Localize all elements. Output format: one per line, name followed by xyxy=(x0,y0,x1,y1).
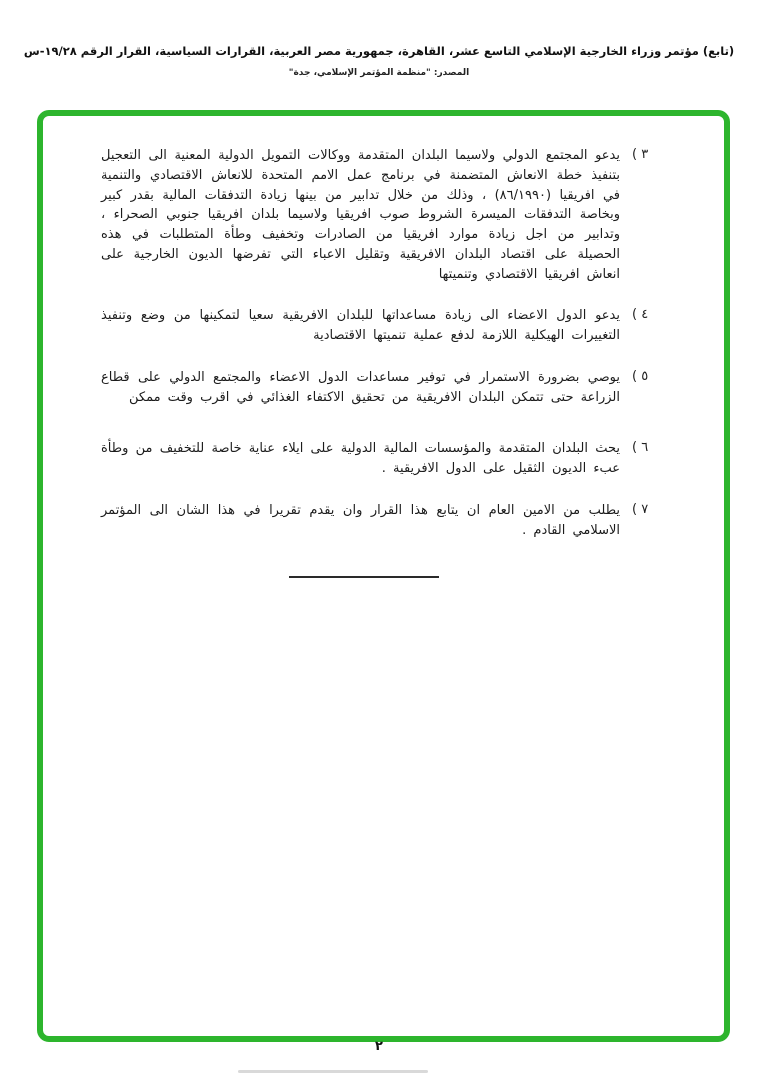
paragraph-text: يطلب من الامين العام ان يتابع هذا القرار وان يقدم تقريرا في هذا الشان الى المؤتمر الاسلامي القادم . xyxy=(101,502,620,538)
page-number: ٢ xyxy=(375,1039,383,1054)
paragraph-number: ( ٥ xyxy=(632,368,649,384)
resolution-paragraph-6 xyxy=(101,439,662,479)
paragraph-text: يدعو الدول الاعضاء الى زيادة مساعداتها للبلدان الافريقية سعيا لتمكينها من وضع وتنفيذ التغييرات الهيكلية اللازمة لدفع عملية تنميتها الاقتصادية xyxy=(101,308,620,343)
resolution-paragraph-3 xyxy=(101,146,662,284)
green-border-frame xyxy=(37,110,730,1042)
header-title: (تابع) مؤتمر وزراء الخارجية الإسلامي التاسع عشر، القاهرة، جمهورية مصر العربية، القرارات السياسية، القرار الرقم ١٩/٢٨-س xyxy=(23,44,735,58)
resolution-paragraph-7 xyxy=(101,501,662,541)
paragraph-number: ( ٤ xyxy=(632,307,649,323)
document-header xyxy=(0,44,758,78)
header-source: المصدر: "منظمة المؤتمر الإسلامي، جدة" xyxy=(288,68,470,78)
paragraph-number: ( ٣ xyxy=(632,147,649,162)
resolution-paragraph-4 xyxy=(101,306,662,346)
resolution-body xyxy=(43,116,724,578)
paragraph-number: ( ٦ xyxy=(632,440,649,456)
paragraph-number: ( ٧ xyxy=(632,501,649,517)
end-divider-line xyxy=(289,576,439,578)
paragraph-text: يوصي بضرورة الاستمرار في توفير مساعدات الدول الاعضاء والمجتمع الدولي على قطاع الزراعة حتى تتمكن البلدان الافريقية من تحقيق الاكتفاء الغذائي في اقرب وقت ممكن xyxy=(101,369,620,405)
paragraph-text: يدعو المجتمع الدولي ولاسيما البلدان المتقدمة ووكالات التمويل الدولية المعنية الى التعجيل بتنفيذ خطة الانعاش المتضمنة في برنامج عمل الامم المتحدة للانعاش الاقتصادي والتنمية في افريقيا (٨٦/١٩٩٠) ، وذلك من خلال تدابير من بينها زيادة التدفقات المالية بقدر كبير وبخاصة التدفقات الميسرة الشروط صوب افريقيا ولاسيما بلدان افريقيا جنوبي الصحراء ، وتدابير من اجل زيادة موارد افريقيا من الصادرات وتخفيف وطأة المتطلبات في هذه الحصيلة على اقتصاد البلدان الافريقية وتقليل الاعباء التي تفرضها الديون الخارجية على انعاش افريقيا الاقتصادي وتنميتها xyxy=(101,148,621,282)
resolution-paragraph-5 xyxy=(101,368,662,408)
paragraph-text: يحث البلدان المتقدمة والمؤسسات المالية الدولية على ايلاء عناية خاصة للتخفيف من وطأة عبء الديون الثقيل على الدول الافريقية . xyxy=(101,441,620,476)
scan-artifact-line xyxy=(238,1070,428,1073)
